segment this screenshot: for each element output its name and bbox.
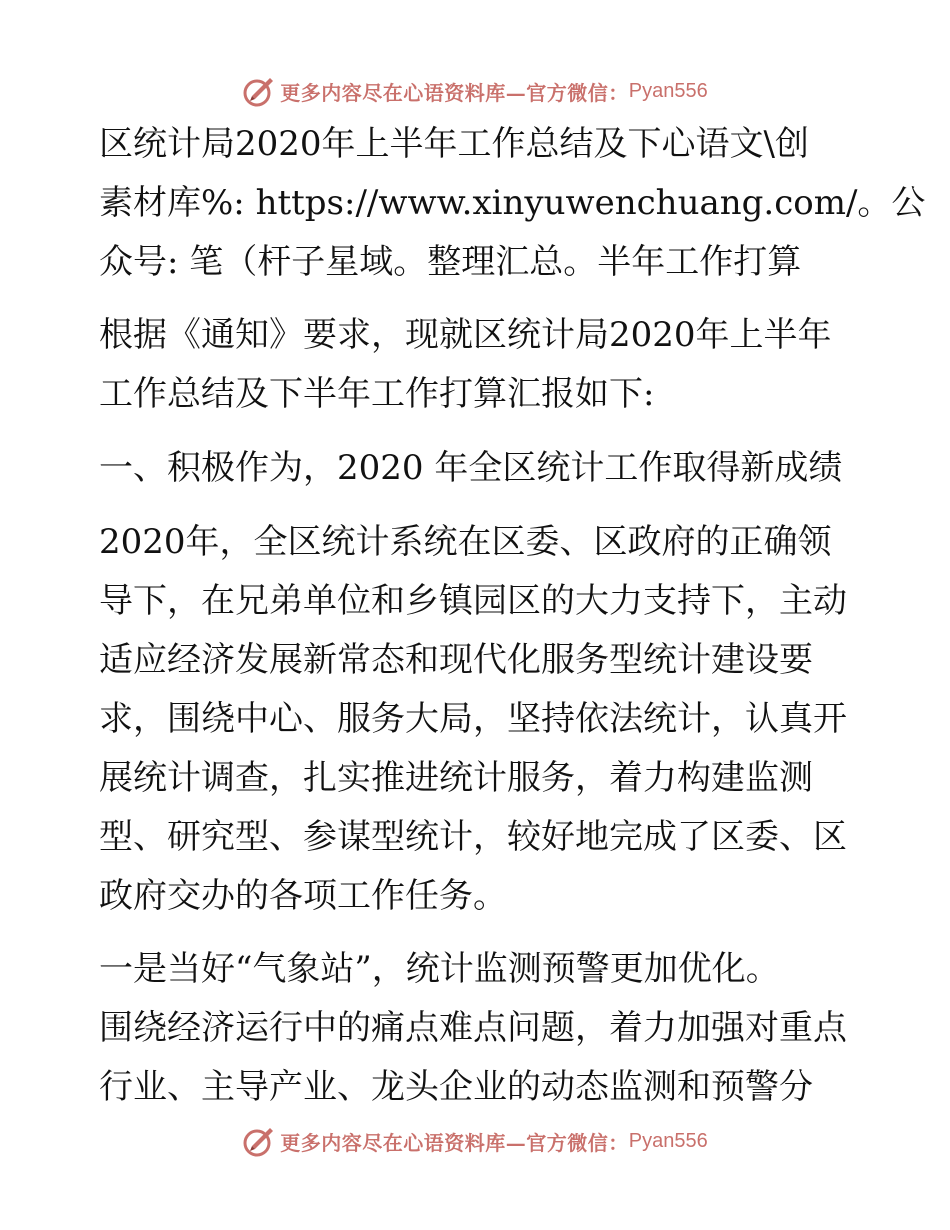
banner-text: 更多内容尽在心语资料库—官方微信：	[280, 80, 629, 105]
text-line: 求，围绕中心、服务大局，坚持依法统计，认真开	[99, 699, 847, 739]
text-line: 区统计局2020年上半年工作总结及下心语文\创	[99, 124, 809, 164]
text-line: 行业、主导产业、龙头企业的动态监测和预警分	[99, 1067, 813, 1107]
quill-logo-icon	[242, 74, 276, 108]
text-line: 型、研究型、参谋型统计，较好地完成了区委、区	[99, 817, 847, 857]
text-line: 工作总结及下半年工作打算汇报如下:	[99, 374, 655, 414]
text-line: 展统计调查，扎实推进统计服务，着力构建监测	[99, 758, 813, 798]
quill-logo-icon	[242, 1124, 276, 1158]
header-banner	[0, 71, 950, 111]
footer-banner	[0, 1121, 950, 1161]
text-line: 根据《通知》要求，现就区统计局2020年上半年	[99, 315, 832, 355]
text-line: 众号: 笔（杆子星域。整理汇总。半年工作打算	[99, 242, 802, 282]
text-line: 适应经济发展新常态和现代化服务型统计建设要	[99, 640, 813, 680]
text-line: 一是当好“气象站”，统计监测预警更加优化。	[99, 949, 780, 989]
banner-wechat-id: Pyan556	[628, 79, 708, 102]
text-line: 2020年，全区统计系统在区委、区政府的正确领	[99, 522, 832, 562]
text-line: 素材库%: https://www.xinyuwenchuang.com/。公	[99, 183, 926, 223]
text-line: 导下，在兄弟单位和乡镇园区的大力支持下，主动	[99, 581, 847, 621]
section-heading: 一、积极作为，2020 年全区统计工作取得新成绩	[99, 448, 843, 488]
text-line: 围绕经济运行中的痛点难点问题，着力加强对重点	[99, 1008, 847, 1048]
text-line: 政府交办的各项工作任务。	[99, 876, 507, 916]
banner-wechat-id: Pyan556	[628, 1129, 708, 1152]
banner-text: 更多内容尽在心语资料库—官方微信：	[280, 1130, 629, 1155]
